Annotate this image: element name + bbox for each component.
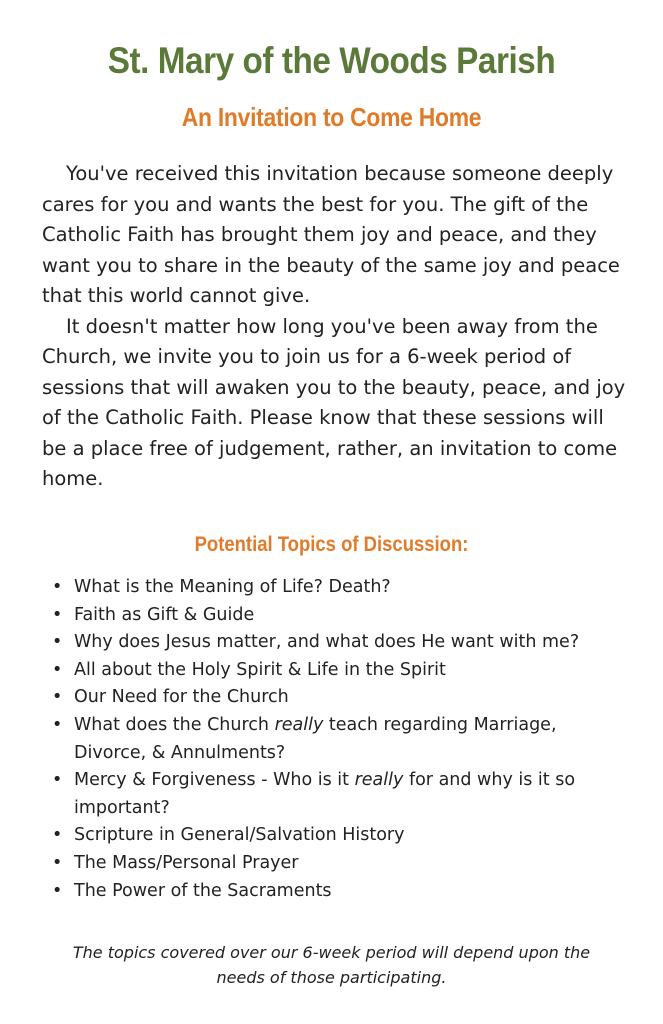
- page-subtitle: An Invitation to Come Home: [181, 102, 482, 132]
- bullet-icon: •: [52, 825, 63, 846]
- topic-text-before: Mercy & Forgiveness - Who is it: [74, 770, 355, 791]
- topic-text: Why does Jesus matter, and what does He want with me?: [74, 632, 580, 653]
- topic-text: What is the Meaning of Life? Death?: [74, 577, 391, 597]
- invitation-body: [42, 159, 632, 495]
- topics-list: [52, 574, 634, 905]
- body-paragraph: It doesn't matter how long you've been away from the Church, we invite you to join us for a 6-week period of sessions that will awaken you to the beauty, peace, and joy of the Catholic Faith. Please know that these sessions will be a place free of judgement, rather, an invitation to come home.: [42, 314, 626, 490]
- list-item: [52, 574, 634, 602]
- bullet-icon: •: [52, 770, 63, 791]
- topics-heading: Potential Topics of Discussion:: [194, 533, 469, 556]
- bullet-icon: •: [52, 632, 63, 653]
- topic-text: Faith as Gift & Guide: [74, 604, 255, 625]
- list-item: [52, 712, 634, 767]
- list-item: [52, 767, 634, 822]
- list-item: [52, 684, 634, 712]
- topic-text: The Mass/Personal Prayer: [74, 852, 299, 873]
- list-item: [52, 657, 634, 685]
- topic-emphasis: really: [274, 714, 324, 735]
- bullet-icon: •: [52, 604, 63, 625]
- bullet-icon: •: [52, 714, 63, 735]
- list-item: [52, 602, 634, 630]
- bullet-icon: •: [52, 687, 63, 708]
- footer-note: The topics covered over our 6-week period will depend upon the needs of those participating.: [72, 943, 591, 987]
- topic-text: All about the Holy Spirit & Life in the Spirit: [74, 659, 446, 680]
- topic-text-after: teach regarding Marriage, Divorce, & Annulments?: [74, 714, 557, 763]
- list-item: [52, 629, 634, 657]
- list-item: [52, 850, 634, 878]
- topic-text-before: What does the Church: [74, 714, 275, 735]
- page-title: St. Mary of the Woods Parish: [107, 40, 556, 81]
- bullet-icon: •: [52, 852, 63, 873]
- list-item: [52, 878, 634, 906]
- list-item: [52, 822, 634, 850]
- body-paragraph: You've received this invitation because someone deeply cares for you and wants the best for you. The gift of the Catholic Faith has brought them joy and peace, and they want you to share in the beauty of the same joy and peace that this world cannot give.: [42, 162, 620, 307]
- bullet-icon: •: [52, 577, 63, 597]
- topic-text-after: for and why is it so important?: [74, 770, 576, 818]
- topic-emphasis: really: [354, 770, 404, 791]
- bullet-icon: •: [52, 880, 63, 901]
- topic-text: Scripture in General/Salvation History: [74, 825, 405, 846]
- topic-text: The Power of the Sacraments: [74, 880, 332, 901]
- bullet-icon: •: [52, 659, 63, 680]
- topic-text: Our Need for the Church: [74, 687, 289, 708]
